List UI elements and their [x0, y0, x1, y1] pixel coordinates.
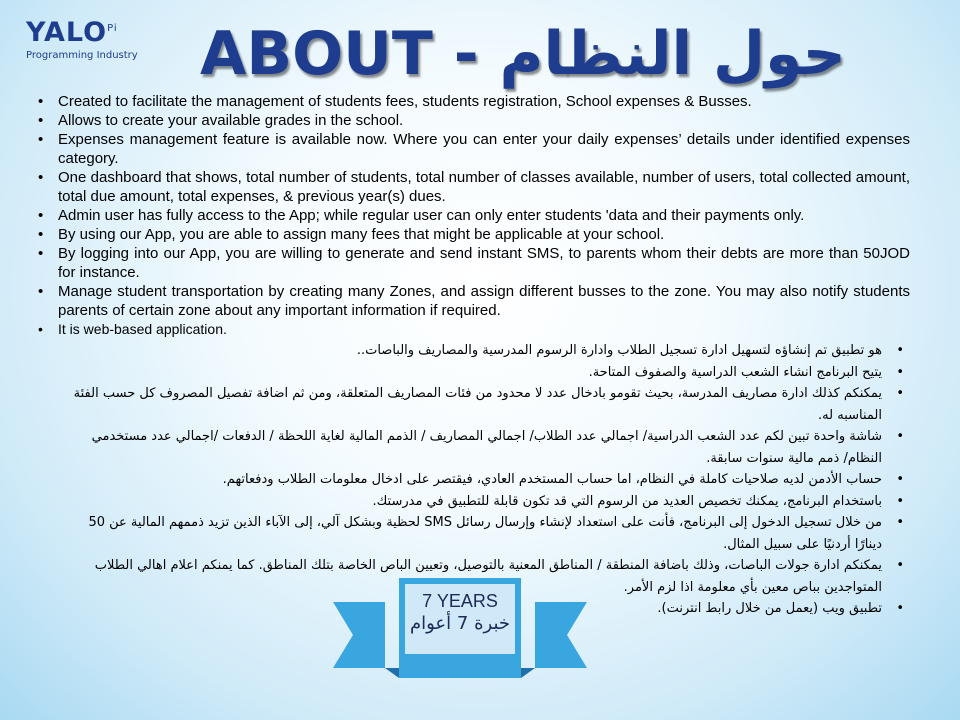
arabic-point: • يتيح البرنامج انشاء الشعب الدراسية والصفوف المتاحة.: [60, 362, 912, 384]
arabic-point: • شاشة واحدة تبين لكم عدد الشعب الدراسية/ اجمالي عدد الطلاب/ اجمالي المصاريف / الذمم المالية لغاية اللحظة / الدفعات /اجمالي عدد مستخدمي النظام/ ذمم مالية سنوات سابقة.: [60, 426, 912, 469]
english-point: • Expenses management feature is available now. Where you can enter your daily expenses’ details under identified expenses category.: [34, 130, 910, 168]
arabic-point: • يمكنكم ادارة جولات الباصات، وذلك باضافة المنطقة / المناطق المعنية بالتوصيل، وتعيين الباص الخاصة بتلك المناطق. كما يمنكم اعلام اهالي الطلاب المتواجدين بباص معين بأي معلومة اذا لزم الأمر.: [60, 555, 912, 598]
logo-wordmark: [26, 14, 176, 48]
english-point: • Manage student transportation by creating many Zones, and assign different busses to the zone. You may also notify students parents of certain zone about any important information if required.: [34, 282, 910, 320]
arabic-point: • باستخدام البرنامج، يمكنك تخصيص العديد من الرسوم التي قد تكون قابلة للتطبيق في مدرستك.: [60, 491, 912, 513]
english-point: • One dashboard that shows, total number of students, total number of classes available, number of users, total collected amount, total due amount, total expenses, & previous year(s) dues.: [34, 168, 910, 206]
logo-name: YALO: [26, 17, 108, 48]
arabic-point: • تطبيق ويب (يعمل من خلال رابط انترنت).: [60, 598, 912, 620]
english-point: • It is web-based application.: [34, 320, 910, 339]
logo-tagline: Programming Industry: [26, 50, 138, 61]
arabic-point: • هو تطبيق تم إنشاؤه لتسهيل ادارة تسجيل الطلاب وادارة الرسوم المدرسية والمصاريف والباصات..: [60, 340, 912, 362]
english-point: • By using our App, you are able to assign many fees that might be applicable at your school.: [34, 225, 910, 244]
english-point: • Admin user has fully access to the App; while regular user can only enter students 'data and their payments only.: [34, 206, 910, 225]
ribbon-text: [403, 590, 517, 636]
arabic-point: • من خلال تسجيل الدخول إلى البرنامج، فأنت على استعداد لإنشاء وإرسال رسائل SMS لحظية وبشكل آلي، إلى الآباء الذين تزيد ذممهم المالية عن 50 دينارًا أردنيًا على سبيل المثال.: [60, 512, 912, 555]
english-point: • Allows to create your available grades in the school.: [34, 111, 910, 130]
arabic-point: • حساب الأدمن لديه صلاحيات كاملة في النظام، اما حساب المستخدم العادي، فيقتصر على ادخال معلومات الطلاب ودفعاتهم.: [60, 469, 912, 491]
logo-superscript: Pi: [107, 23, 118, 34]
badge-arabic-text: خبرة 7 أعوام: [409, 613, 511, 634]
english-point: • By logging into our App, you are willing to generate and send instant SMS, to parents whom their debts are more than 50JOD for instance.: [34, 244, 910, 282]
company-logo: [26, 14, 176, 61]
english-point: • Created to facilitate the management of students fees, students registration, School expenses & Busses.: [34, 92, 910, 111]
english-features-list: [34, 92, 910, 339]
experience-ribbon-badge: [333, 572, 587, 682]
page-title: ABOUT - حول النظام: [200, 19, 846, 89]
arabic-point: • يمكنكم كذلك ادارة مصاريف المدرسة، بحيث تقومو بادخال عدد لا محدود من فئات المصاريف المتعلقة، ومن ثم اضافة تفصيل المصروف كل حسب الفئة المناسبه له.: [60, 383, 912, 426]
badge-english-text: 7 YEARS: [422, 591, 498, 611]
